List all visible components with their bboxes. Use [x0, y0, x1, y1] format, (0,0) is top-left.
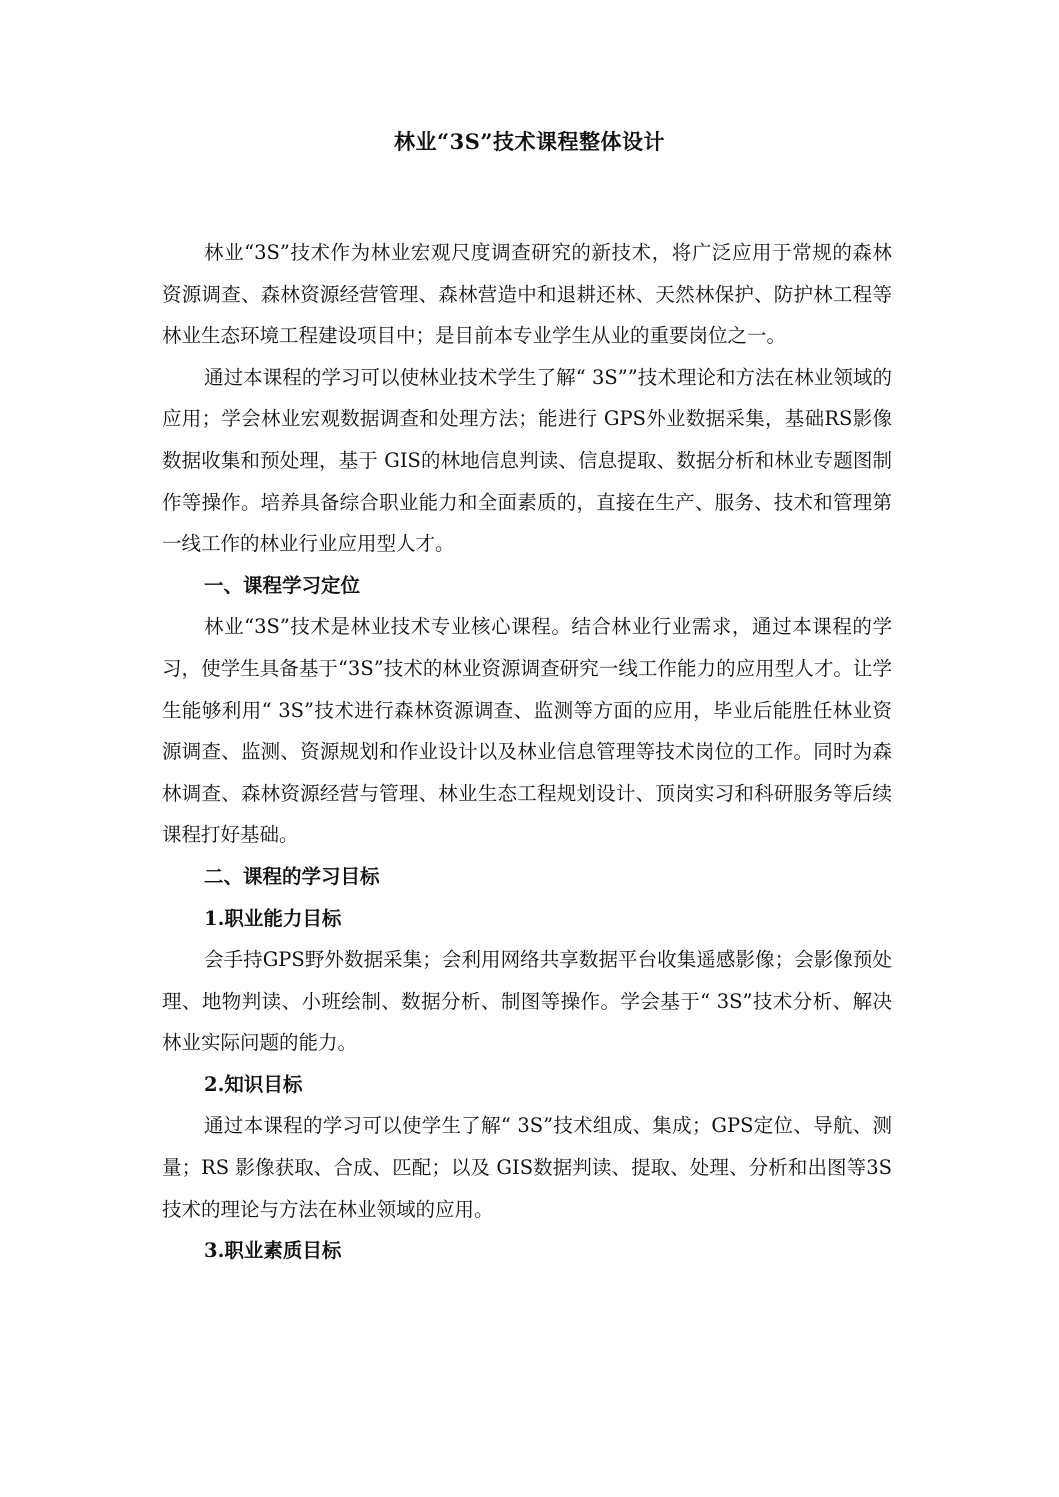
intro-paragraph-2: 通过本课程的学习可以使林业技术学生了解“ 3S””技术理论和方法在林业领域的应用；学会林业宏观数据调查和处理方法；能进行 GPS外业数据采集，基础RS影像数据收集和预处理，基于 GIS的林地信息判读、信息提取、数据分析和林业专题图制作等操作。培养具备综合职业能力和全面素质的，直接在生产、服务、技术和管理第一线工作的林业行业应用型人才。 [162, 365, 892, 556]
section-heading-course-positioning: 一、课程学习定位 [204, 573, 361, 597]
vocational-ability-paragraph: 会手持GPS野外数据采集；会利用网络共享数据平台收集遥感影像；会影像预处理、地物判读、小班绘制、数据分析、制图等操作。学会基于“ 3S”技术分析、解决林业实际问题的能力。 [162, 948, 892, 1055]
document-body [162, 232, 892, 1272]
knowledge-paragraph: 通过本课程的学习可以使学生了解“ 3S”技术组成、集成；GPS定位、导航、测量；RS 影像获取、合成、匹配；以及 GIS数据判读、提取、处理、分析和出图等3S技术的理论与方法在林业领域的应用。 [162, 1114, 892, 1221]
document-title: 林业“3S”技术课程整体设计 [394, 129, 665, 154]
course-positioning-paragraph: 林业“3S”技术是林业技术专业核心课程。结合林业行业需求，通过本课程的学习，使学生具备基于“3S”技术的林业资源调查研究一线工作能力的应用型人才。让学生能够利用“ 3S”技术进行森林资源调查、监测等方面的应用，毕业后能胜任林业资源调查、监测、资源规划和作业设计以及林业信息管理等技术岗位的工作。同时为森林调查、森林资源经营与管理、林业生态工程规划设计、顶岗实习和科研服务等后续课程打好基础。 [162, 615, 892, 847]
subheading-vocational-ability: 1.职业能力目标 [204, 906, 342, 930]
subheading-knowledge: 2.知识目标 [204, 1072, 303, 1096]
subheading-professional-quality: 3.职业素质目标 [204, 1239, 342, 1263]
section-heading-learning-goals: 二、课程的学习目标 [204, 864, 380, 888]
intro-paragraph-1: 林业“3S”技术作为林业宏观尺度调查研究的新技术，将广泛应用于常规的森林资源调查、森林资源经营管理、森林营造中和退耕还林、天然林保护、防护林工程等林业生态环境工程建设项目中；是目前本专业学生从业的重要岗位之一。 [162, 241, 892, 348]
